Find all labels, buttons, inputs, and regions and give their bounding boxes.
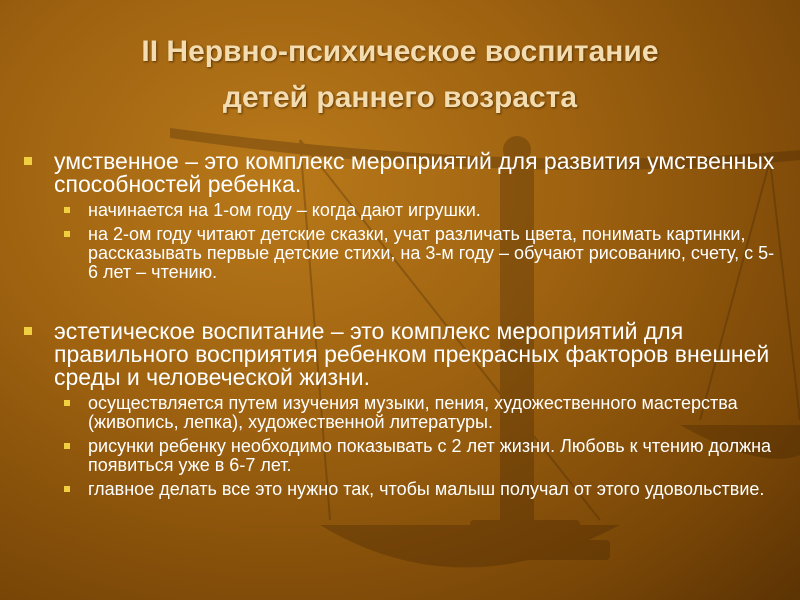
sub-bullet [22, 225, 782, 282]
square-bullet-icon [64, 400, 70, 406]
bullet-list [22, 150, 782, 499]
square-bullet-icon [64, 207, 70, 213]
bullet-text: умственное – это комплекс мероприятий для развития умственных способностей ребенка. [54, 148, 775, 197]
square-bullet-icon [64, 486, 70, 492]
square-bullet-icon [24, 157, 32, 165]
square-bullet-icon [64, 443, 70, 449]
sub-bullet [22, 480, 782, 499]
sub-bullet-text: рисунки ребенку необходимо показывать с 2 лет жизни. Любовь к чтению должна появиться уже в 6-7 лет. [88, 436, 772, 475]
sub-bullet-text: осуществляется путем изучения музыки, пения, художественного мастерства (живопись, лепка), художественной литературы. [88, 393, 738, 432]
sub-bullet [22, 201, 782, 220]
sub-bullet [22, 394, 782, 432]
sub-bullet-text: начинается на 1-ом году – когда дают игрушки. [88, 200, 481, 220]
square-bullet-icon [64, 231, 70, 237]
sub-bullet-text: главное делать все это нужно так, чтобы малыш получал от этого удовольствие. [88, 479, 765, 499]
square-bullet-icon [24, 327, 32, 335]
bullet-aesthetic-education [22, 320, 782, 389]
slide-title-line-1: II Нервно-психическое воспитание [141, 35, 659, 68]
sub-bullet-text: на 2-ом году читают детские сказки, учат различать цвета, понимать картинки, рассказывать первые детские стихи, на 3-м году – обучают рисованию, счету, с 5-6 лет – чтению. [88, 224, 775, 282]
bullet-text: эстетическое воспитание – это комплекс мероприятий для правильного восприятия ребенком прекрасных факторов внешней среды и человеческой жизни. [54, 318, 770, 390]
bullet-mental-education [22, 150, 782, 196]
sub-bullet [22, 437, 782, 475]
slide-title-line-2: детей раннего возраста [222, 81, 578, 114]
